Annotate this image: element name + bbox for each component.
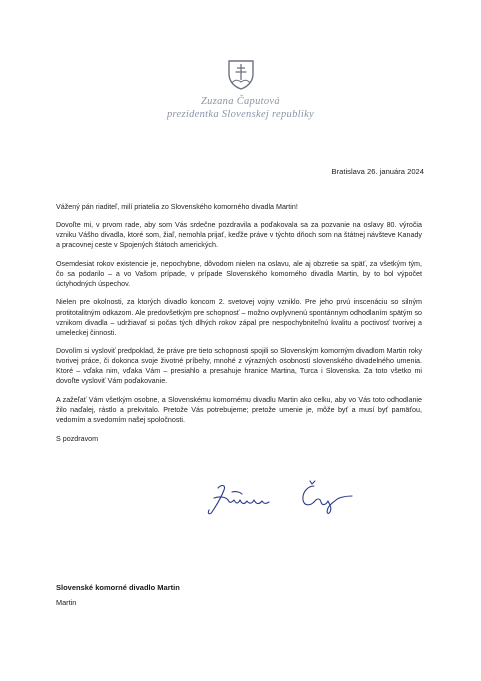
handwritten-signature <box>196 478 356 518</box>
letterhead-title: prezidentka Slovenskej republiky <box>166 109 315 120</box>
recipient-city: Martin <box>56 598 77 607</box>
recipient-name: Slovenské komorné divadlo Martin <box>56 583 180 592</box>
dateline: Bratislava 26. januára 2024 <box>331 167 424 176</box>
state-emblem-icon <box>227 60 255 90</box>
letterhead-name: Zuzana Čaputová <box>201 96 280 107</box>
paragraph-2: Osemdesiat rokov existencie je, nepochybne, dôvodom nielen na oslavu, ale aj obzretie sa späť, za všetkým tým, čo sa podarilo – a vo Vašom prípade, v prípade Slovenského komorného divadla Martin, by to bol výpočet úctyhodných úspechov. <box>56 259 422 288</box>
paragraph-5: A zažeľať Vám všetkým osobne, a Slovenskému komornému divadlu Martin ako celku, aby vo Vás toto odhodlanie žilo naďalej, rástlo a prekvitalo. Pretože Vás potrebujeme; pretože umenie je, môže byť a musí byť pamäťou, vedomím a svedomím našej spoločnosti. <box>56 395 422 425</box>
letter-body <box>56 202 422 452</box>
closing: S pozdravom <box>56 434 99 443</box>
paragraph-1: Dovoľte mi, v prvom rade, aby som Vás srdečne pozdravila a poďakovala sa za pozvanie na oslavy 80. výročia vzniku Vášho divadla, ktoré som, žiaľ, nemohla prijať, keďže práve v týchto dňoch som na štátnej návšteve Kanady a pracovnej ceste v Spojených štátoch amerických. <box>56 221 422 250</box>
paragraph-3: Nielen pre okolnosti, za ktorých divadlo koncom 2. svetovej vojny vzniklo. Pre jeho prvú inscenáciu so silným protitotalitným odkazom. Ale predovšetkým pre schopnosť – možno ovplyvnenú spontánnym odhodlaním spätým so vznikom divadla – udržiavať si počas tých dlhých rokov zápal pre nespochybniteľnú kvalitu a poctivosť tvorivej a umeleckej činnosti. <box>56 298 422 337</box>
salutation: Vážený pán riaditeľ, milí priatelia zo Slovenského komorného divadla Martin! <box>56 203 298 211</box>
paragraph-4: Dovolím si vysloviť predpoklad, že práve pre tieto schopnosti spojili so Slovenským komorným divadlom Martin roky tvorivej práce, či dokonca svoje životné príbehy, mnohé z výrazných osobností slovenského divadelného umenia. Ktoré – vďaka nim, vďaka Vám – presiahlo a presahuje hranice Martina, Turca i Slovenska. Za toto všetko mi dovoľte vysloviť Vám poďakovanie. <box>56 347 422 386</box>
